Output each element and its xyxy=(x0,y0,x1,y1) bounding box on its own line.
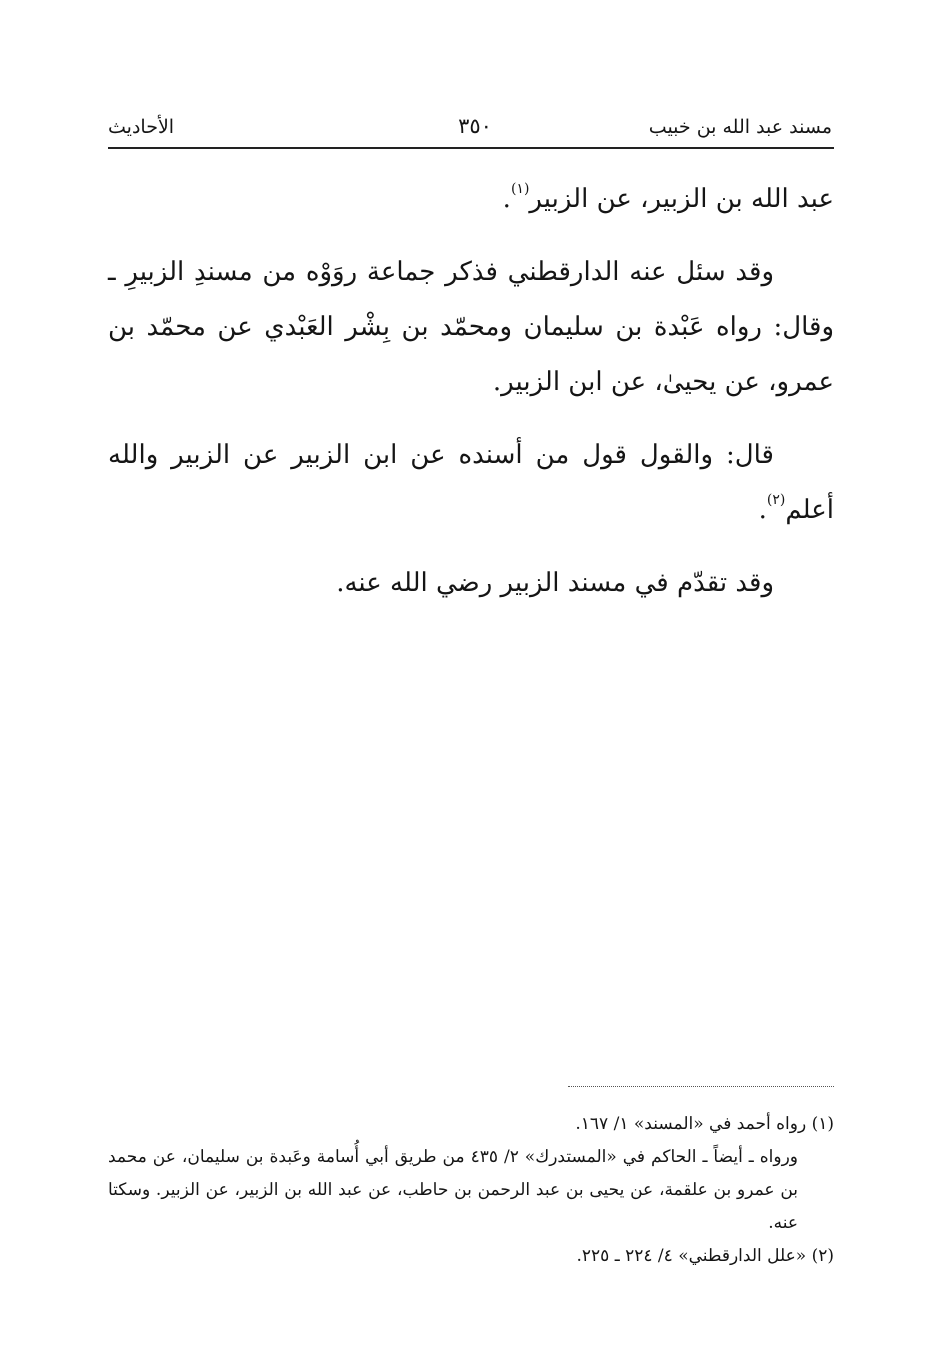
paragraph-3-text: قال: والقول قول من أسنده عن ابن الزبير عن الزبير والله أعلم xyxy=(108,440,834,525)
section-title: الأحاديث xyxy=(108,116,175,138)
footnote-ref-2: (٢) xyxy=(766,492,786,508)
footnote-1: (١) رواه أحمد في «المسند» ١/ ١٦٧. xyxy=(575,1114,834,1134)
footnote-1-continuation: ورواه ـ أيضاً ـ الحاكم في «المستدرك» ٢/ ٤٣٥ من طريق أبي أُسامة وعَبدة بن سليمان، عن محمد بن عمرو بن علقمة، عن يحيى بن عبد الرحمن بن حاطب، عن عبد الله بن الزبير، عن الزبير. وسكتا عنه. xyxy=(108,1147,799,1233)
paragraph-3 xyxy=(108,428,834,538)
footnote-separator xyxy=(568,1086,834,1087)
footnote-ref-1: (١) xyxy=(510,181,530,197)
paragraph-4: وقد تقدّم في مسند الزبير رضي الله عنه. xyxy=(336,568,774,598)
paragraph-2: وقد سئل عنه الدارقطني فذكر جماعة روَوْه من مسندِ الزبيرِ ـ وقال: رواه عَبْدة بن سليمان ومحمّد بن بِشْر العَبْدي عن محمّد بن عمرو، عن يحيىٰ، عن ابن الزبير. xyxy=(108,257,834,397)
paragraph-3-end: . xyxy=(758,495,767,525)
paragraph-1 xyxy=(108,172,834,227)
footnotes xyxy=(108,1108,834,1273)
footnote-2: (٢) «علل الدارقطني» ٤/ ٢٢٤ ـ ٢٢٥. xyxy=(576,1246,834,1266)
book-title: مسند عبد الله بن خبيب xyxy=(648,116,832,138)
paragraph-1-text: عبد الله بن الزبير، عن الزبير xyxy=(529,184,834,214)
paragraph-1-end: . xyxy=(502,184,511,214)
main-text xyxy=(108,172,834,611)
page-number: ٣٥٠ xyxy=(458,114,492,138)
header-rule xyxy=(108,147,834,149)
running-header xyxy=(108,112,832,148)
